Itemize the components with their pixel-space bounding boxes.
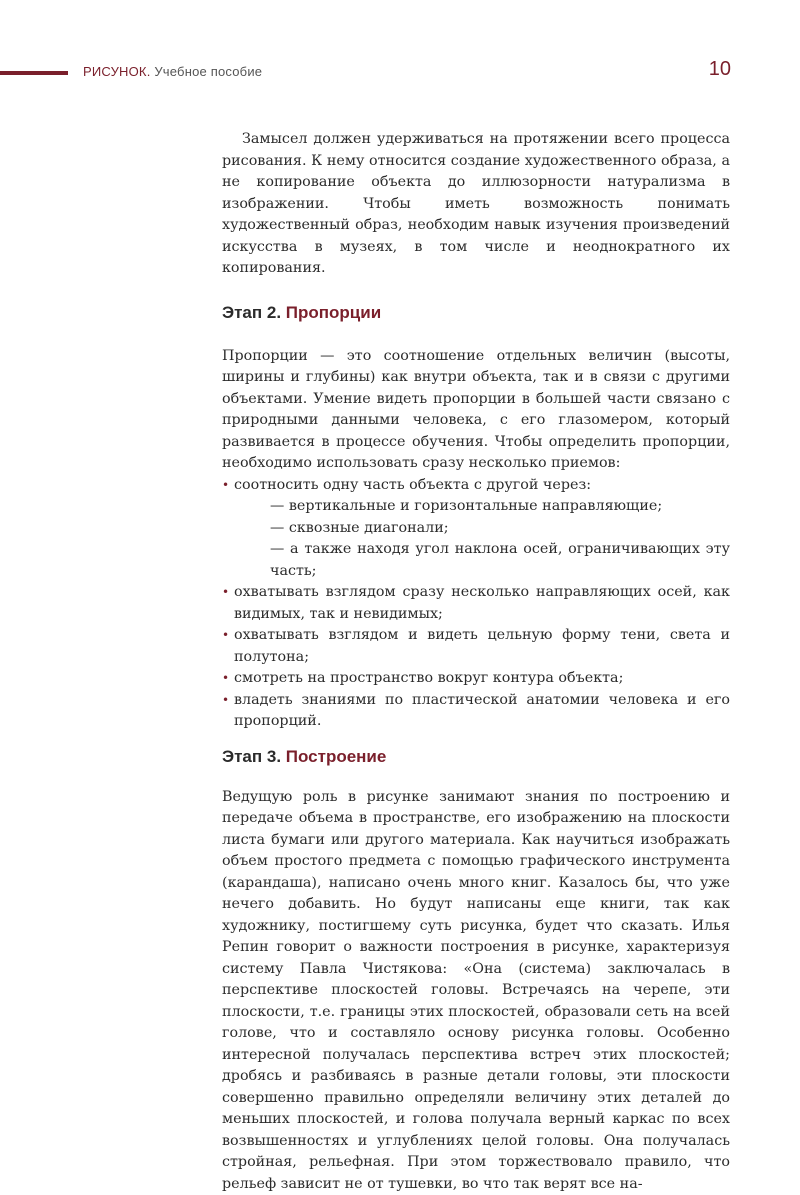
page-content [222,129,730,1195]
list-item [222,475,730,583]
running-header [83,64,262,79]
list-item [222,690,730,733]
sub-list-item: — сквозные диагонали; [258,518,730,540]
section-prefix: Этап 2. [222,303,281,322]
list-item [222,625,730,668]
bullet-icon: • [222,475,229,497]
bullet-icon: • [222,625,229,647]
sub-list-item: — вертикальные и горизонтальные направляющие; [258,496,730,518]
list-item-text: соотносить одну часть объекта с другой через: [234,477,591,493]
proportions-list-continued [222,582,730,733]
sub-list [234,496,730,582]
list-item-text: смотреть на пространство вокруг контура объекта; [234,670,623,686]
book-subtitle: Учебное пособие [154,64,262,79]
list-item [222,582,730,625]
sub-list-item: — а также находя угол наклона осей, ограничивающих эту часть; [258,539,730,582]
header-accent-bar [0,71,68,75]
construction-paragraph: Ведущую роль в рисунке занимают знания по построению и передаче объема в пространстве, его изображению на плоскости листа бумаги или другого материала. Как научиться изображать объем простого предмета с помощью графического инструмента (карандаша), написано очень много книг. Казалось бы, что уже нечего добавить. Но будут написаны еще книги, так как художнику, постигшему суть рисунка, будет что сказать. Илья Репин говорит о важности построения в рисунке, характеризуя систему Павла Чистякова: «Она (система) заключалась в перспективе плоскостей головы. Встречаясь на черепе, эти плоскости, т.е. границы этих плоскостей, образовали сеть на всей голове, что и составляло основу рисунка головы. Особенно интересной получалась перспектива встреч этих плоскостей; дробясь и разбиваясь в разные детали головы, эти плоскости совершенно правильно определяли величину этих деталей до меньших плоскостей, и голова получала верный каркас по всех возвышенностях и углублениях целой головы. Она получалась стройная, рельефная. При этом торжествовало правило, что рельеф зависит не от тушевки, во что так верят все на- [222,787,730,1195]
bullet-icon: • [222,582,229,604]
bullet-icon: • [222,668,229,690]
list-item-text: охватывать взглядом сразу несколько направляющих осей, как видимых, так и невидимых; [234,584,730,622]
bullet-icon: • [222,690,229,712]
section-heading-proportions [222,302,730,324]
section-title: Пропорции [286,303,381,322]
intro-paragraph: Замысел должен удерживаться на протяжении всего процесса рисования. К нему относится создание художественного образа, а не копирование объекта до иллюзорности натурализма в изображении. Чтобы иметь возможность понимать художественный образ, необходим навык изучения произведений искусства в музеях, в том числе и неоднократного их копирования. [222,129,730,280]
section-prefix: Этап 3. [222,747,281,766]
list-item-text: владеть знаниями по пластической анатомии человека и его пропорций. [234,692,730,730]
proportions-list [222,475,730,583]
list-item [222,668,730,690]
proportions-paragraph: Пропорции — это соотношение отдельных величин (высоты, ширины и глубины) как внутри объекта, так и в связи с другими объектами. Умение видеть пропорции в большей части связано с природными данными человека, с его глазомером, который развивается в процессе обучения. Чтобы определить пропорции, необходимо использовать сразу несколько приемов: [222,346,730,475]
section-title: Построение [286,747,387,766]
book-title: РИСУНОК. [83,64,151,79]
section-heading-construction [222,746,730,768]
page-number: 10 [697,58,731,81]
list-item-text: охватывать взглядом и видеть цельную форму тени, света и полутона; [234,627,730,665]
